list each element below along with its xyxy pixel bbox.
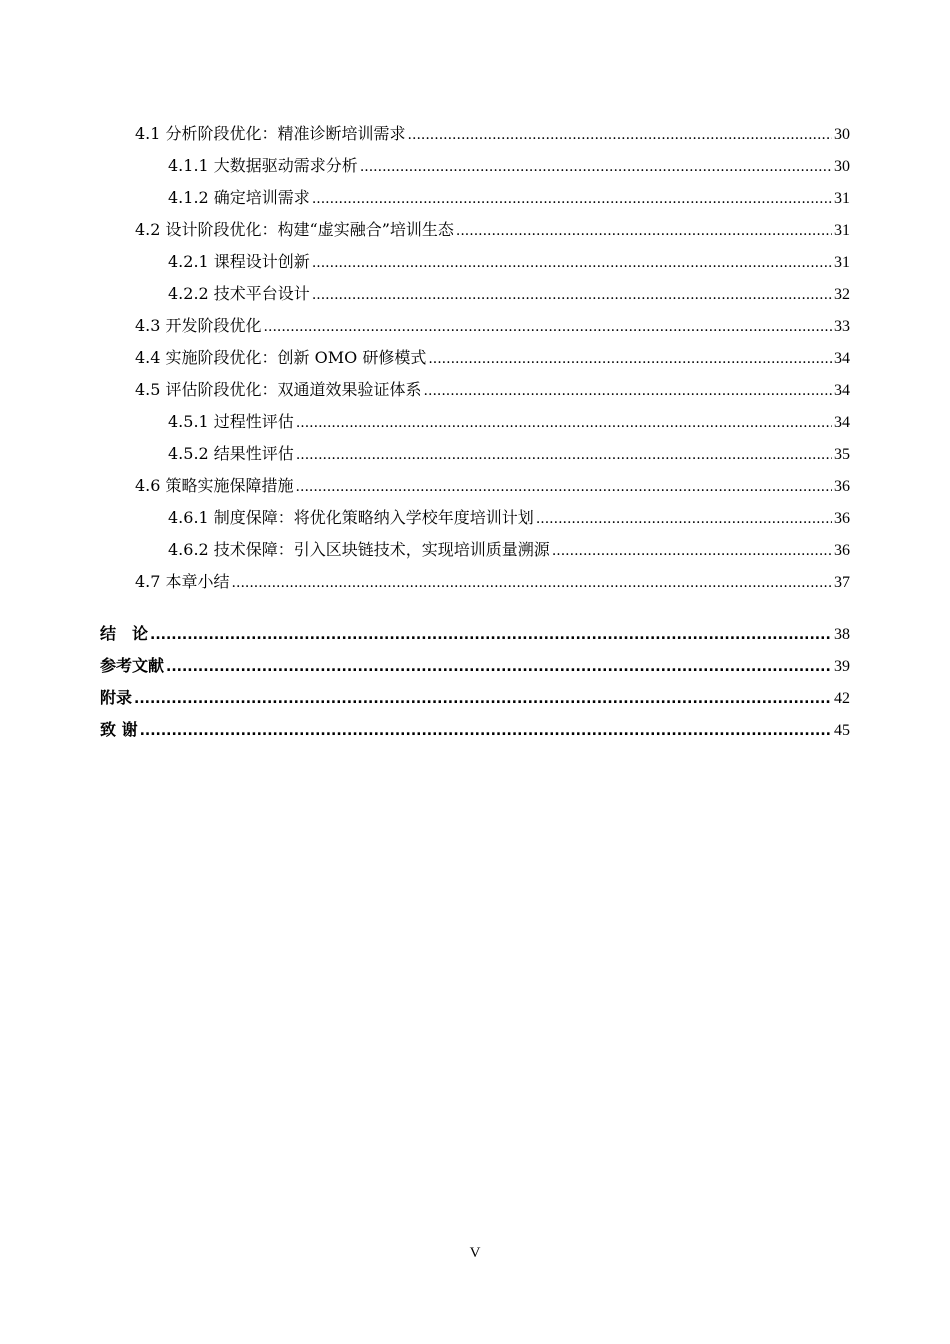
toc-entry-page: 32	[834, 286, 850, 303]
toc-entry-page: 45	[834, 722, 850, 739]
dot-leader	[312, 182, 832, 215]
toc-entry[interactable]	[100, 534, 850, 566]
toc-entry-title: 4.2 设计阶段优化：构建“虚实融合”培训生态	[135, 220, 454, 239]
toc-entry-title: 4.5 评估阶段优化：双通道效果验证体系	[135, 380, 422, 399]
dot-leader	[264, 310, 832, 343]
toc-entry-title: 4.5.2 结果性评估	[168, 444, 294, 463]
toc-entry[interactable]	[100, 714, 850, 746]
toc-entry-page: 42	[834, 690, 850, 707]
toc-entry[interactable]	[100, 650, 850, 682]
toc-entry-title: 4.6.2 技术保障：引入区块链技术，实现培训质量溯源	[168, 540, 550, 559]
toc-entry-title: 结 论	[100, 624, 149, 643]
toc-entry-title: 参考文献	[100, 656, 165, 675]
toc-entry-title: 4.1.2 确定培训需求	[168, 188, 310, 207]
toc-entry-page: 37	[834, 574, 850, 591]
toc-entry-page: 36	[834, 510, 850, 527]
toc-entry-title: 4.7 本章小结	[135, 572, 230, 591]
toc-entry[interactable]	[100, 278, 850, 310]
toc-entry-page: 30	[834, 158, 850, 175]
toc-entry-page: 36	[834, 478, 850, 495]
dot-leader	[552, 534, 832, 567]
dot-leader	[424, 374, 832, 407]
dot-leader	[296, 438, 832, 471]
toc-entry-page: 39	[834, 658, 850, 675]
toc-entry-page: 31	[834, 222, 850, 239]
spacer	[100, 598, 850, 618]
dot-leader	[140, 714, 832, 747]
toc-entry-page: 30	[834, 126, 850, 143]
dot-leader	[428, 342, 832, 375]
dot-leader	[150, 618, 832, 651]
toc-entry-page: 36	[834, 542, 850, 559]
toc-entry-page: 33	[834, 318, 850, 335]
toc-entry[interactable]	[100, 406, 850, 438]
toc-entry-title: 4.1 分析阶段优化：精准诊断培训需求	[135, 124, 406, 143]
table-of-contents	[100, 118, 850, 746]
dot-leader	[536, 502, 832, 535]
toc-entry[interactable]	[100, 618, 850, 650]
section-entries	[100, 118, 850, 598]
toc-entry-title: 附录	[100, 688, 133, 707]
toc-entry[interactable]	[100, 182, 850, 214]
dot-leader	[312, 278, 832, 311]
toc-entry-page: 34	[834, 382, 850, 399]
toc-entry[interactable]	[100, 342, 850, 374]
toc-entry-page: 38	[834, 626, 850, 643]
toc-entry-page: 34	[834, 414, 850, 431]
toc-entry-title: 4.2.2 技术平台设计	[168, 284, 310, 303]
toc-entry[interactable]	[100, 438, 850, 470]
dot-leader	[296, 470, 832, 503]
dot-leader	[312, 246, 832, 279]
dot-leader	[166, 650, 832, 683]
toc-entry-title: 4.3 开发阶段优化	[135, 316, 262, 335]
page-number: V	[469, 1245, 481, 1261]
toc-entry-title: 4.1.1 大数据驱动需求分析	[168, 156, 358, 175]
dot-leader	[232, 566, 832, 599]
toc-entry-title: 4.4 实施阶段优化：创新 OMO 研修模式	[135, 348, 427, 367]
dot-leader	[456, 214, 832, 247]
toc-entry[interactable]	[100, 246, 850, 278]
toc-entry[interactable]	[100, 118, 850, 150]
dot-leader	[134, 682, 832, 715]
dot-leader	[408, 118, 832, 151]
toc-entry[interactable]	[100, 682, 850, 714]
toc-entry[interactable]	[100, 470, 850, 502]
dot-leader	[360, 150, 832, 183]
toc-entry-title: 致 谢	[100, 720, 138, 739]
toc-entry[interactable]	[100, 310, 850, 342]
toc-entry-title: 4.2.1 课程设计创新	[168, 252, 310, 271]
toc-entry[interactable]	[100, 566, 850, 598]
toc-entry-page: 31	[834, 254, 850, 271]
top-entries	[100, 618, 850, 746]
toc-entry-page: 35	[834, 446, 850, 463]
toc-entry-page: 34	[834, 350, 850, 367]
toc-entry[interactable]	[100, 502, 850, 534]
toc-entry-title: 4.5.1 过程性评估	[168, 412, 294, 431]
toc-entry[interactable]	[100, 374, 850, 406]
toc-entry-page: 31	[834, 190, 850, 207]
toc-entry[interactable]	[100, 214, 850, 246]
dot-leader	[296, 406, 832, 439]
toc-entry[interactable]	[100, 150, 850, 182]
toc-entry-title: 4.6 策略实施保障措施	[135, 476, 294, 495]
toc-entry-title: 4.6.1 制度保障：将优化策略纳入学校年度培训计划	[168, 508, 534, 527]
